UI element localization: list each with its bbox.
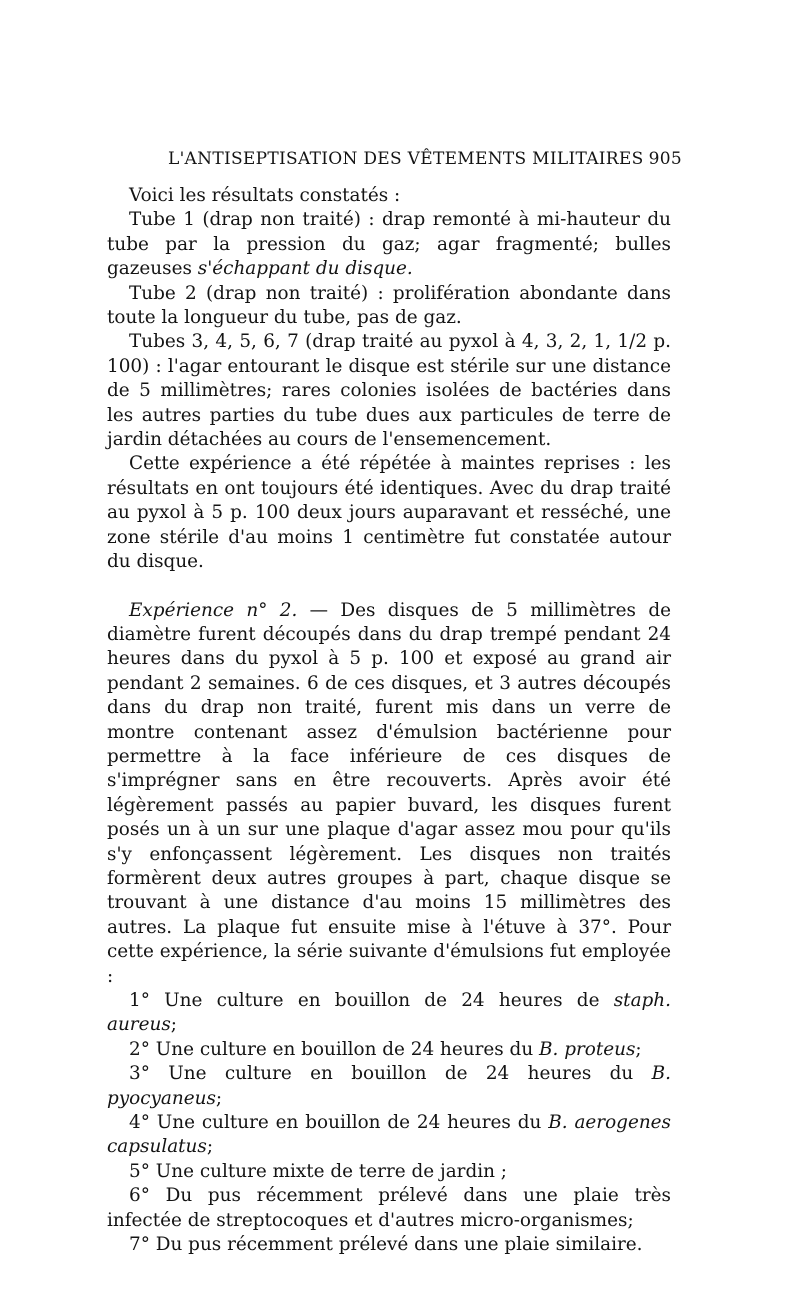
list-item-italic: B. pyocyaneus <box>107 1063 671 1109</box>
list-item <box>107 1184 671 1233</box>
list-item-punct: ; <box>206 1136 214 1158</box>
paragraph-repeated: Cette expérience a été répétée à maintes reprises : les résultats en ont toujours été identiques. Avec du drap traité au pyxol à 5 p. 100 deux jours auparavant et resséché, une zone stérile d'au moins 1 centimètre fut constatée autour du disque. <box>107 453 671 573</box>
running-title: L'ANTISEPTISATION DES VÊTEMENTS MILITAIRES <box>168 149 644 169</box>
list-item <box>107 1111 671 1160</box>
list-item <box>107 989 671 1038</box>
list-item-italic: B. aerogenes capsulatus <box>107 1112 671 1158</box>
page-number: 905 <box>648 149 682 169</box>
list-item-punct: ; <box>635 1038 642 1060</box>
list-item-text: 7° Du pus récemment prélevé dans une plaie similaire. <box>129 1234 643 1256</box>
list-item <box>107 1233 671 1257</box>
paragraph-experience-2 <box>107 599 671 990</box>
list-item <box>107 1160 671 1184</box>
list-item-text: 2° Une culture en bouillon de 24 heures du <box>129 1038 540 1060</box>
running-head <box>168 149 682 169</box>
paragraph-intro: Voici les résultats constatés : <box>129 185 401 206</box>
list-item-text: 6° Du pus récemment prélevé dans une plaie très infectée de streptocoques et d'autres micro-organismes; <box>107 1185 671 1231</box>
paragraph-tubes-3-7: Tubes 3, 4, 5, 6, 7 (drap traité au pyxol à 4, 3, 2, 1, 1/2 p. 100) : l'agar entourant le disque est stérile sur une distance de 5 millimètres; rares colonies isolées de bactéries dans les autres parties du tube dues aux particules de terre de jardin détachées au cours de l'ensemencement. <box>107 331 671 451</box>
list-item-text: 4° Une culture en bouillon de 24 heures du <box>129 1112 549 1134</box>
list-item-punct: ; <box>215 1087 223 1109</box>
list-item-italic: staph. aureus <box>107 990 671 1036</box>
experience-2-text: — Des disques de 5 millimètres de diamètre furent découpés dans du drap trempé pendant 24 heures dans du pyxol à 5 p. 100 et exposé au grand air pendant 2 semaines. 6 de ces disques, et 3 autres découpés dans du drap non traité, furent mis dans un verre de montre contenant assez d'émulsion bactérienne pour permettre à la face inférieure de ces disques de s'imprégner sans en être recouverts. Après avoir été légèrement passés au papier buvard, les disques furent posés un à un sur une plaque d'agar assez mou pour qu'ils s'y enfonçassent légèrement. Les disques non traités formèrent deux autres groupes à part, chaque disque se trouvant à une distance d'au moins 15 millimètres des autres. La plaque fut ensuite mise à l'étuve à 37°. Pour cette expérience, la série suivante d'émulsions fut employée : <box>107 599 671 987</box>
paragraph-tube-2: Tube 2 (drap non traité) : prolifération abondante dans toute la longueur du tube, pas de gaz. <box>107 282 671 329</box>
list-item-punct: ; <box>170 1014 177 1036</box>
list-item-text: 3° Une culture en bouillon de 24 heures du <box>129 1063 652 1085</box>
list-item-text: 1° Une culture en bouillon de 24 heures de <box>129 990 614 1011</box>
tube-1-text: Tube 1 (drap non traité) : drap remonté à mi-hauteur du tube par la pression du gaz; agar fragmenté; bulles gazeuses <box>107 209 671 280</box>
list-item-text: 5° Une culture mixte de terre de jardin ; <box>129 1160 507 1182</box>
list-item-italic: B. proteus <box>539 1038 636 1060</box>
experience-2-label: Expérience n° 2. <box>129 599 298 621</box>
list-item <box>107 1062 671 1111</box>
body-text <box>107 184 671 1257</box>
tube-1-italic: s'échappant du disque. <box>197 258 413 280</box>
paragraph-tube-1 <box>107 208 671 281</box>
list-item <box>107 1038 671 1062</box>
